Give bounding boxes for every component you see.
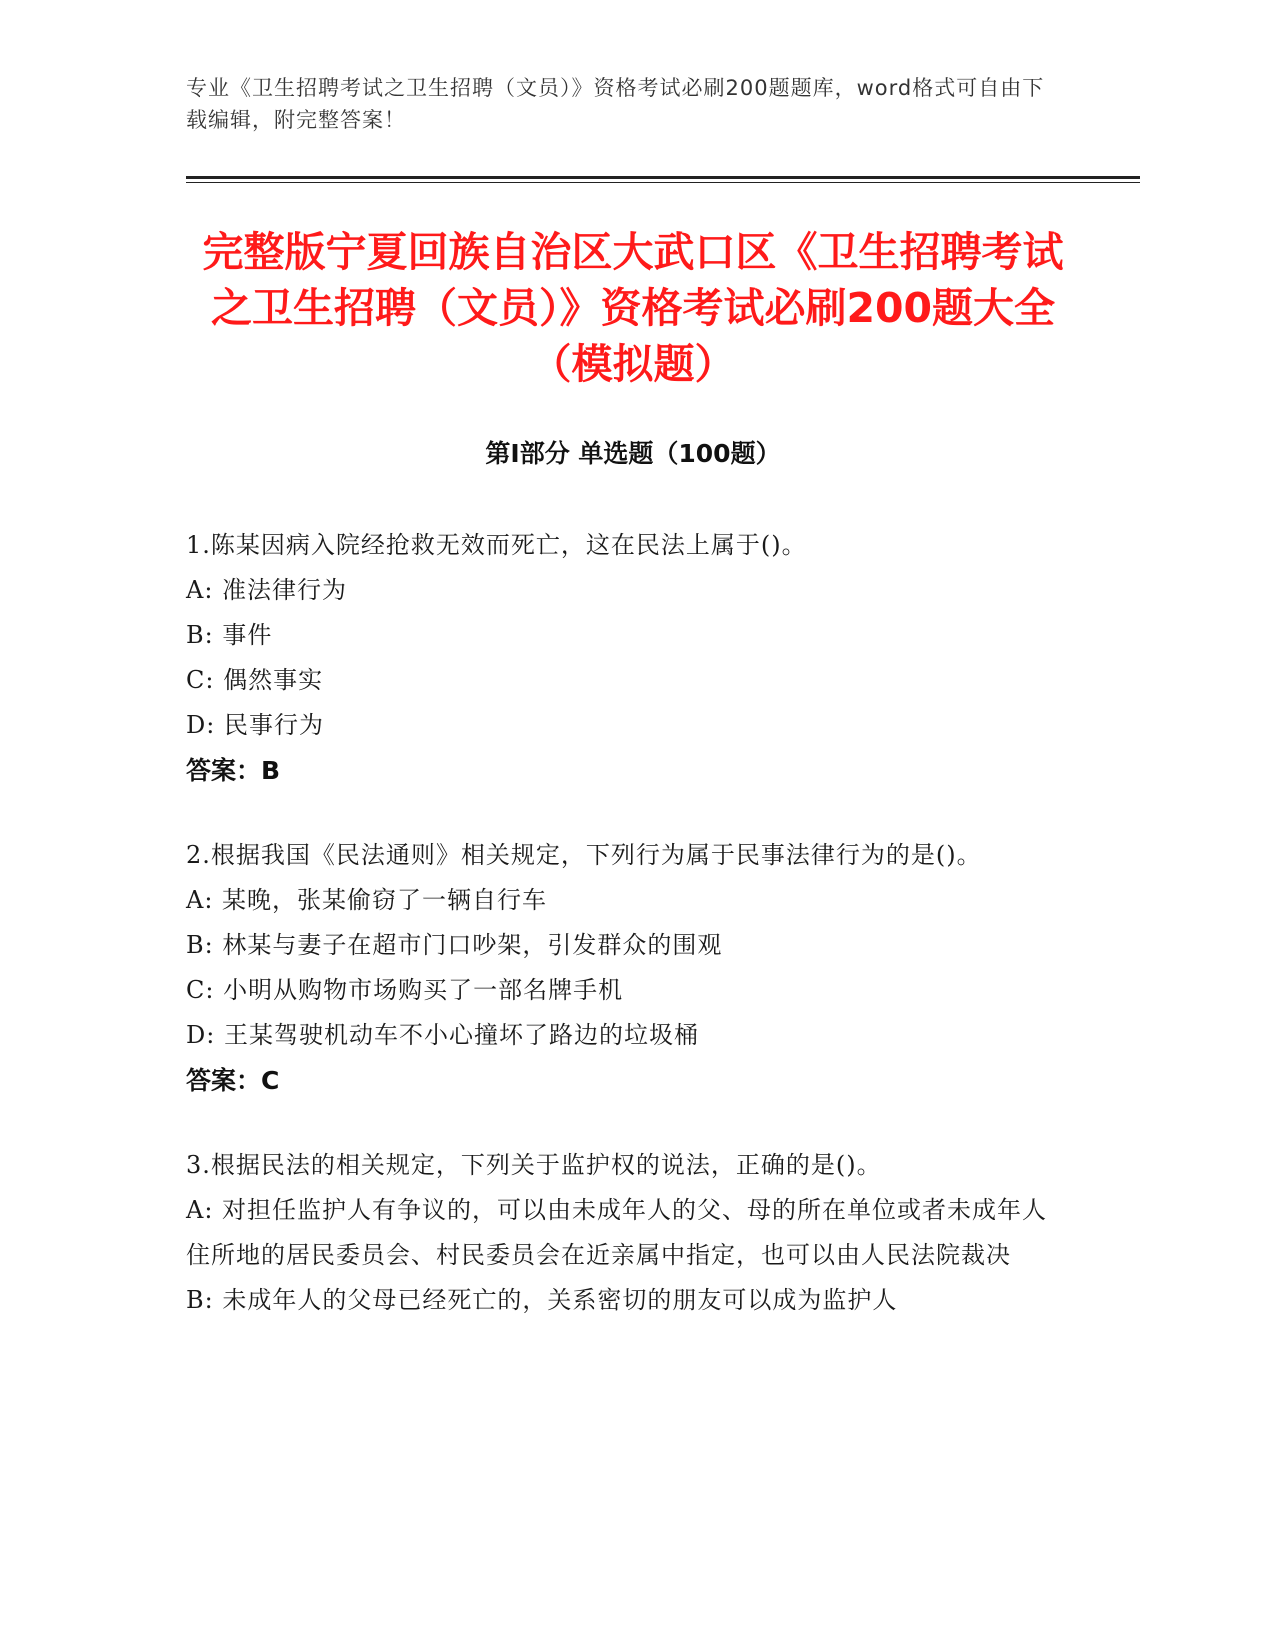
question-option-b: B: 林某与妻子在超市门口吵架，引发群众的围观	[186, 931, 723, 959]
question-option-a: A: 对担任监护人有争议的，可以由未成年人的父、母的所在单位或者未成年人住所地的居民委员会、村民委员会在近亲属中指定，也可以由人民法院裁决	[186, 1196, 1048, 1269]
question-option-b: B: 事件	[186, 621, 273, 649]
question-3	[186, 1143, 1066, 1323]
question-option-c: C: 小明从购物市场购买了一部名牌手机	[186, 976, 624, 1004]
question-1	[186, 523, 1066, 793]
question-text: 1.陈某因病入院经抢救无效而死亡，这在民法上属于()。	[186, 531, 807, 559]
question-option-d: D: 王某驾驶机动车不小心撞坏了路边的垃圾桶	[186, 1021, 699, 1049]
question-option-d: D: 民事行为	[186, 711, 324, 739]
question-option-c: C: 偶然事实	[186, 666, 324, 694]
document-title: 完整版宁夏回族自治区大武口区《卫生招聘考试之卫生招聘（文员）》资格考试必刷200题大全（模拟题）	[202, 228, 1064, 388]
question-option-a: A: 准法律行为	[186, 576, 348, 604]
header-rule-thin	[186, 182, 1140, 183]
question-list	[186, 523, 1066, 1363]
question-answer: 答案：B	[186, 756, 281, 785]
question-text: 2.根据我国《民法通则》相关规定，下列行为属于民事法律行为的是()。	[186, 841, 982, 869]
header-rule-thick	[186, 176, 1140, 179]
question-2	[186, 833, 1066, 1103]
question-text: 3.根据民法的相关规定，下列关于监护权的说法，正确的是()。	[186, 1151, 882, 1179]
header-note: 专业《卫生招聘考试之卫生招聘（文员）》资格考试必刷200题题库，word格式可自由下载编辑，附完整答案！	[186, 76, 1045, 132]
question-answer: 答案：C	[186, 1066, 280, 1095]
section-title: 第Ⅰ部分 单选题（100题）	[485, 439, 781, 468]
question-option-b: B: 未成年人的父母已经死亡的，关系密切的朋友可以成为监护人	[186, 1286, 898, 1314]
question-option-a: A: 某晚，张某偷窃了一辆自行车	[186, 886, 548, 914]
